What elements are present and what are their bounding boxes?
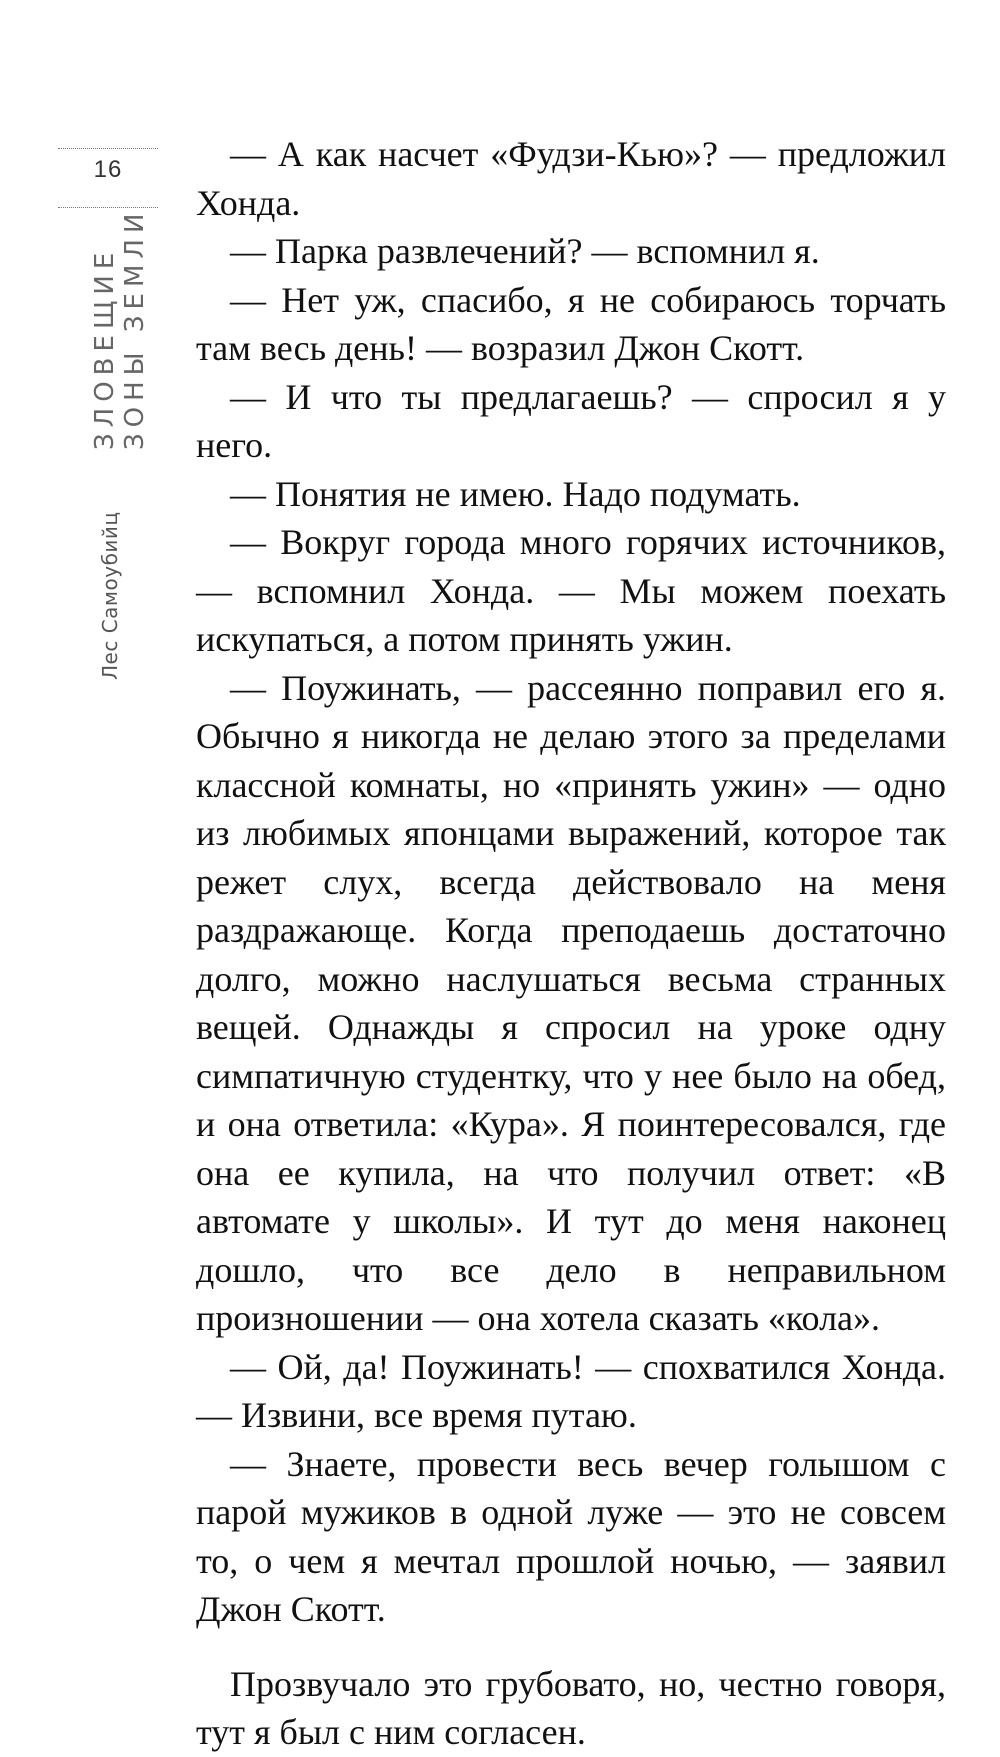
chapter-title-text: Лес Самоубийц	[98, 511, 122, 680]
running-book-title	[80, 207, 160, 450]
paragraph: — Понятия не имею. Надо подумать.	[230, 473, 801, 514]
paragraph: — Вокруг города много горячих источников, — вспомнил Хонда. — Мы можем поехать искупаться, а потом принять ужин.	[196, 522, 946, 659]
paragraph: — Ой, да! Поужинать! — спохватился Хонда. — Извини, все время путаю.	[196, 1346, 946, 1435]
paragraph: — И что ты предлагаешь? — спросил я у него.	[196, 376, 946, 465]
paragraph: — Нет уж, спасибо, я не собираюсь торчать там весь день! — возразил Джон Скотт.	[196, 279, 946, 368]
body-text	[196, 130, 946, 1757]
paragraph: — А как насчет «Фудзи-Кью»? — предложил Хонда.	[196, 134, 946, 223]
paragraph: — Поужинать, — рассеянно поправил его я. Обычно я никогда не делаю этого за пределами классной комнаты, но «принять ужин» — одно из любимых японцами выражений, которое так режет слух, всегда действовало на меня раздражающе. Когда преподаешь достаточно долго, можно наслушаться весьма странных вещей. Однажды я спросил на уроке одну симпатичную студентку, что у нее было на обед, и она ответила: «Кура». Я поинтересовался, где она ее купила, на что получил ответ: «В автомате у школы». И тут до меня наконец дошло, что все дело в неправильном произношении — она хотела сказать «кола».	[196, 667, 946, 1338]
page-margin	[0, 0, 170, 1715]
page-number: 16	[93, 156, 123, 183]
page-number-top-rule	[58, 148, 158, 149]
paragraph: — Знаете, провести весь вечер голышом с парой мужиков в одной луже — это не совсем то, о чем я мечтал прошлой ночью, — заявил Джон Скотт.	[196, 1443, 946, 1629]
book-title-line-2: ЗОНЫ ЗЕМЛИ	[120, 207, 150, 450]
paragraph: Прозвучало это грубовато, но, честно говоря, тут я был с ним согласен.	[196, 1663, 946, 1752]
running-chapter-title	[90, 470, 130, 680]
book-title-line-1: ЗЛОВЕЩИЕ	[90, 246, 120, 450]
paragraph: — Парка развлечений? — вспомнил я.	[230, 231, 820, 271]
